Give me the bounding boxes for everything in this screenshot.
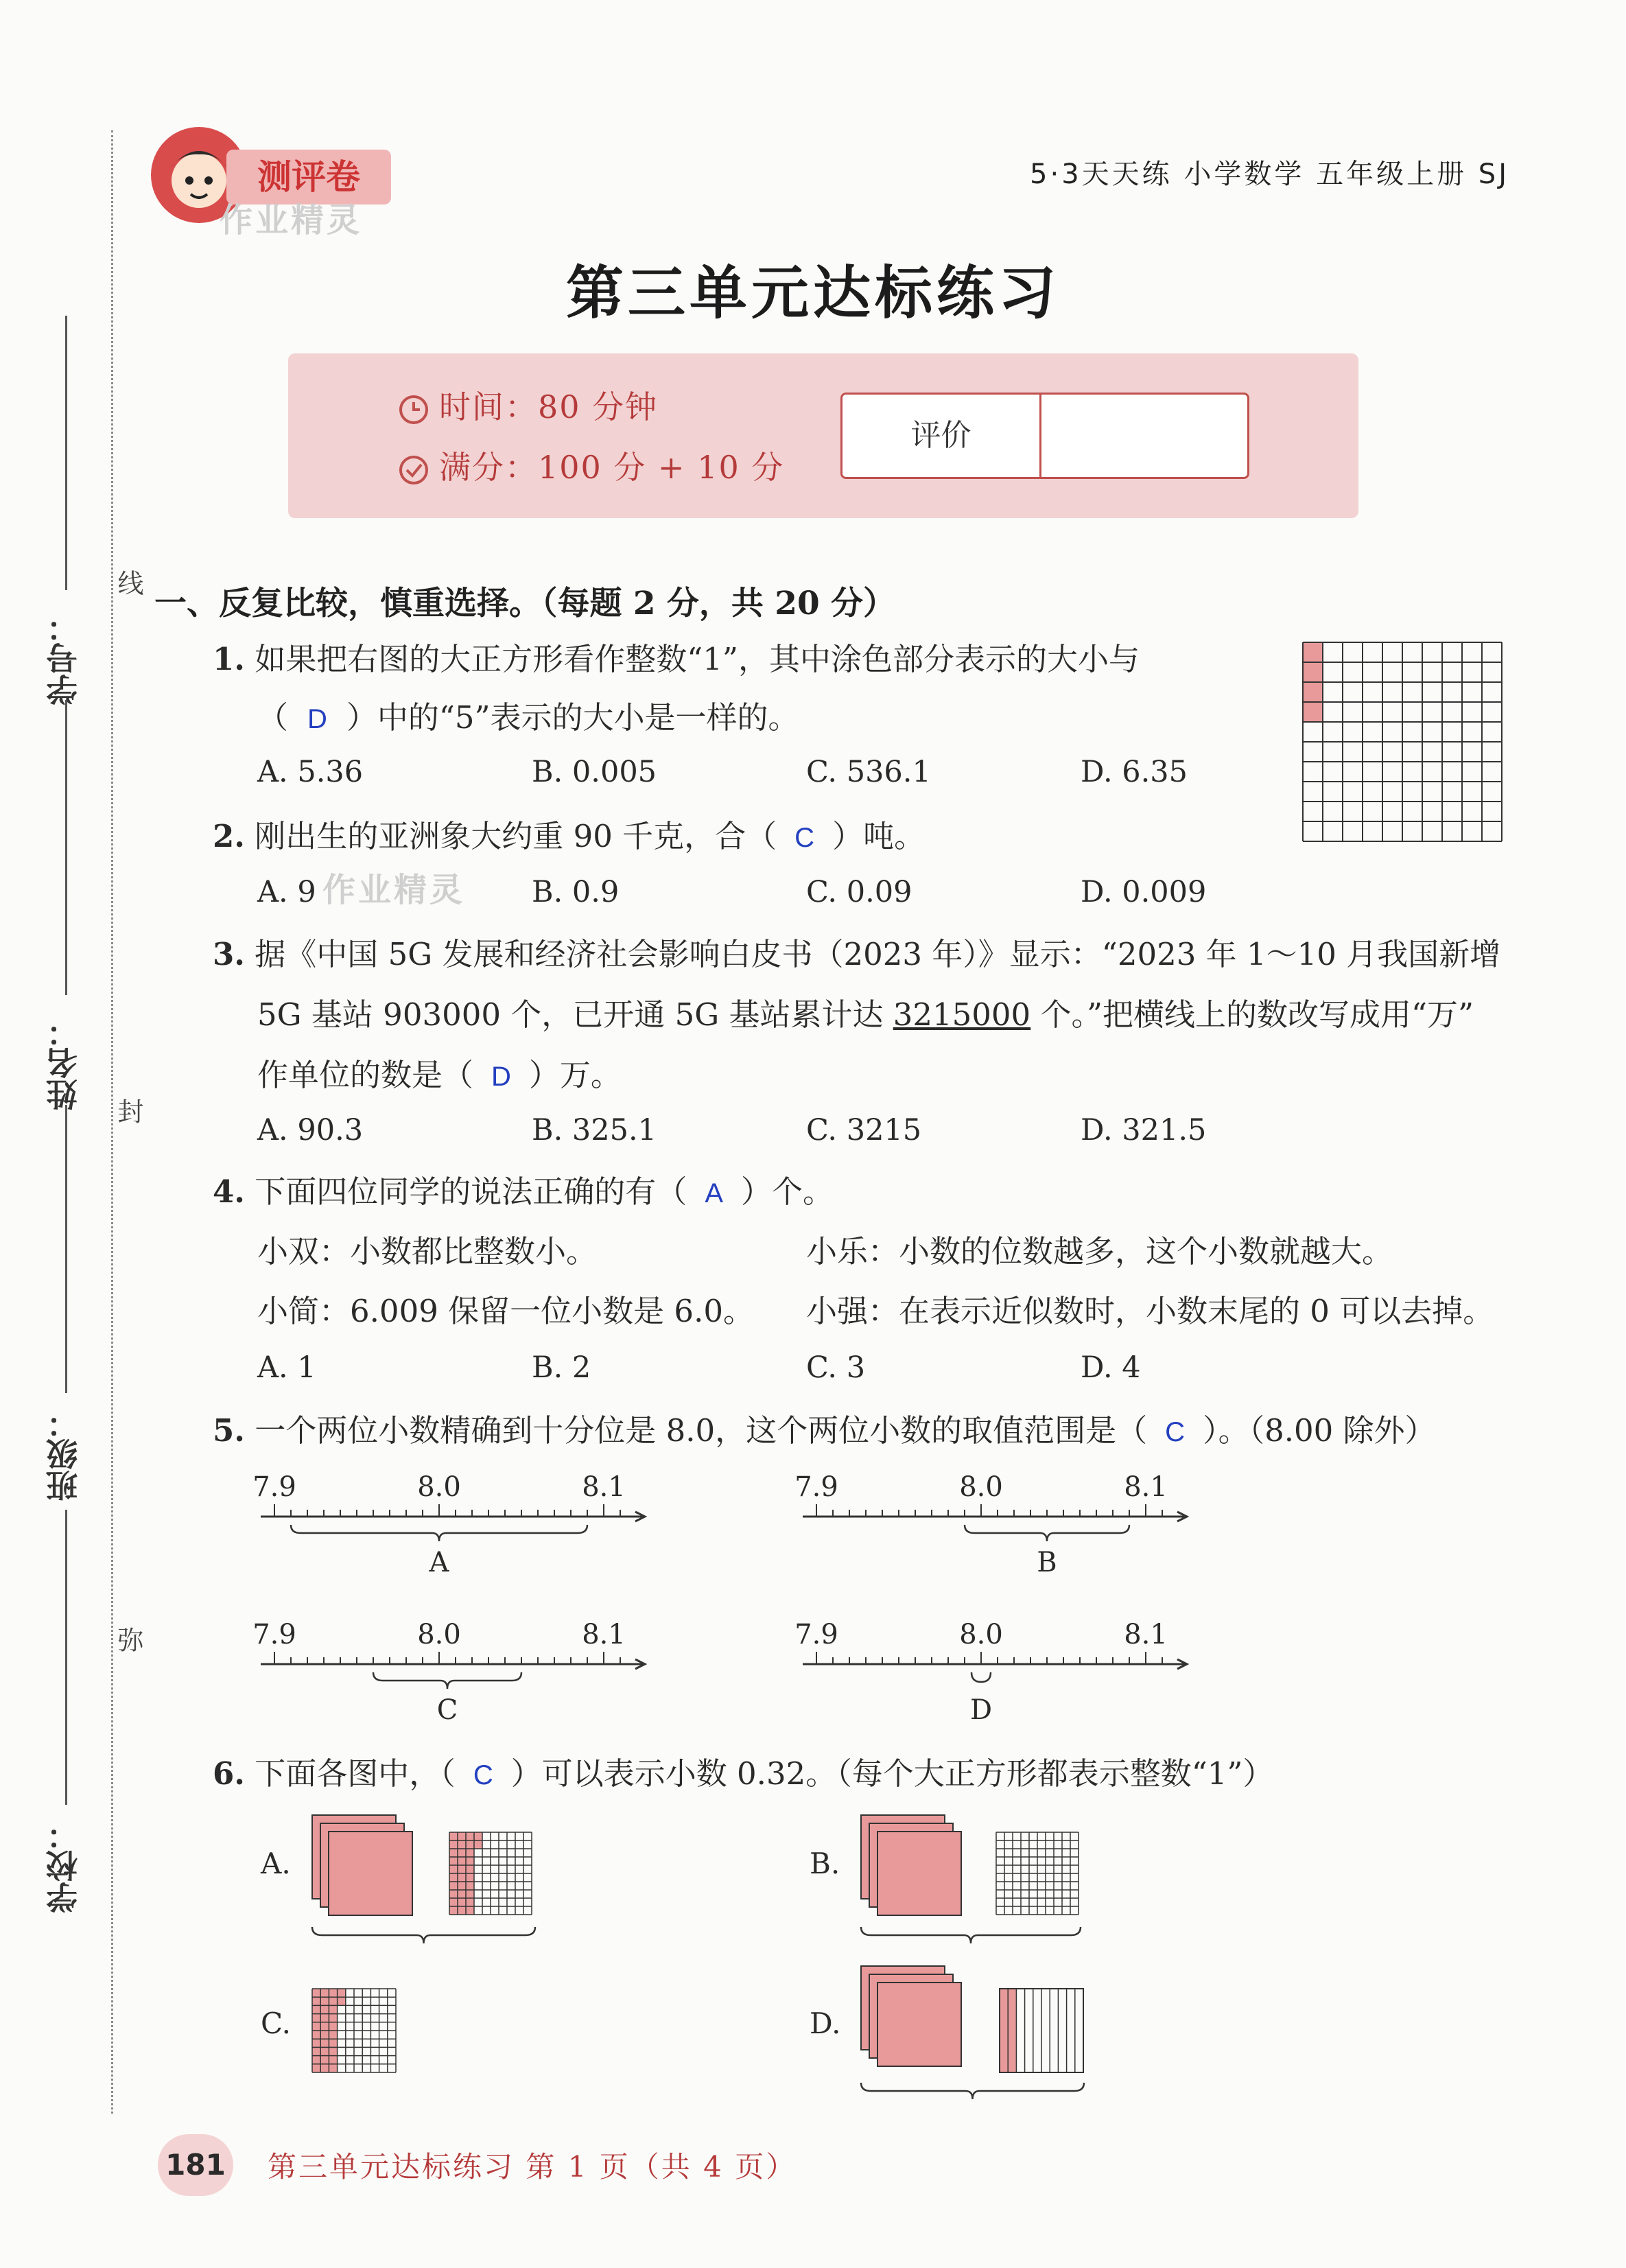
time-text: 时间：80 分钟 <box>439 388 659 425</box>
school-field[interactable] <box>65 1510 67 1805</box>
q1-option-b[interactable]: B. 0.005 <box>532 755 657 789</box>
q2-line <box>213 815 925 859</box>
q5-tick-label: 7.9 <box>794 1619 838 1650</box>
q6-option-label: B. <box>810 1847 840 1880</box>
q1-shaded-cell <box>1303 702 1323 722</box>
q1-line1 <box>213 638 1140 681</box>
q5-tick-label: 8.0 <box>417 1619 461 1650</box>
q6-brace <box>312 1927 535 1943</box>
q3-text-5: ）万。 <box>528 1057 622 1093</box>
q5-range-brace <box>373 1672 521 1689</box>
q6-text: 下面各图中，（ <box>255 1755 456 1792</box>
q2-option-c[interactable]: C. 0.09 <box>806 875 912 909</box>
q3-text-4: 作单位的数是（ <box>257 1057 474 1093</box>
q5-option-label: C <box>436 1694 458 1726</box>
q1-shaded-cell <box>1303 642 1323 662</box>
q5-tick-label: 7.9 <box>252 1471 296 1503</box>
q1-option-c[interactable]: C. 536.1 <box>806 755 931 789</box>
evaluation-label: 评价 <box>843 395 1041 477</box>
q5-tick-label: 8.1 <box>582 1471 626 1503</box>
q5-tick-label: 8.1 <box>1124 1471 1168 1503</box>
q4-option-c[interactable]: C. 3 <box>806 1351 866 1385</box>
q2-text: 刚出生的亚洲象大约重 90 千克，合（ <box>255 818 777 854</box>
q6-number: 6. <box>213 1755 245 1792</box>
q6-whole-square <box>877 1983 961 2066</box>
q3-text-3: 个。”把横线上的数改写成用“万” <box>1030 996 1474 1033</box>
q4-answer[interactable]: A <box>705 1178 723 1208</box>
q1-line2 <box>257 697 799 740</box>
class-field[interactable] <box>65 1105 67 1393</box>
name-field[interactable] <box>65 700 67 995</box>
q2-option-a[interactable]: A. 9 <box>257 875 316 909</box>
q2-text-2: ）吨。 <box>832 818 926 854</box>
q5-range-brace <box>965 1525 1129 1541</box>
q5-range-brace <box>291 1525 587 1541</box>
q4-text: 下面四位同学的说法正确的有（ <box>255 1173 687 1210</box>
q5-range-brace <box>971 1672 991 1682</box>
q6-figures <box>254 1812 1249 2107</box>
q4-statement-3: 小简：6.009 保留一位小数是 6.0。 <box>257 1293 754 1329</box>
q4-option-a[interactable]: A. 1 <box>257 1351 316 1385</box>
q6-shaded-strip <box>1008 1989 1016 2072</box>
q5-tick-label: 8.0 <box>417 1471 461 1503</box>
q6-line <box>213 1753 1273 1797</box>
series-header: 5·3天天练 小学数学 五年级上册 SJ <box>1030 159 1509 190</box>
test-badge: 测评卷 <box>226 150 391 204</box>
q3-line3 <box>257 1054 622 1098</box>
watermark-2: 作业精灵 <box>322 871 466 909</box>
q4-option-b[interactable]: B. 2 <box>532 1351 591 1385</box>
footer-text: 第三单元达标练习 第 1 页（共 4 页） <box>268 2150 797 2184</box>
q2-answer[interactable]: C <box>794 823 815 853</box>
time-row <box>398 382 658 428</box>
q5-tick-label: 7.9 <box>794 1471 838 1503</box>
q3-text-2: 5G 基站 903000 个，已开通 5G 基站累计达 <box>257 996 893 1033</box>
q5-tick-label: 8.0 <box>959 1619 1003 1650</box>
q5-text: 一个两位小数精确到十分位是 8.0，这个两位小数的取值范围是（ <box>255 1412 1148 1449</box>
q2-option-d[interactable]: D. 0.009 <box>1081 875 1207 909</box>
q5-tick-label: 8.1 <box>582 1619 626 1650</box>
q4-statement-4: 小强：在表示近似数时，小数末尾的 0 可以去掉。 <box>806 1293 1494 1329</box>
q6-whole-square <box>329 1832 412 1915</box>
class-label: 班级： <box>45 1407 82 1501</box>
q3-option-a[interactable]: A. 90.3 <box>257 1113 364 1147</box>
q6-shaded-cell <box>474 1840 482 1849</box>
q1-option-a[interactable]: A. 5.36 <box>257 755 364 789</box>
q5-number-lines <box>247 1465 1242 1726</box>
page-title: 第三单元达标练习 <box>565 259 1060 327</box>
evaluation-box <box>840 393 1249 479</box>
score-row <box>398 443 784 488</box>
q4-number: 4. <box>213 1173 245 1210</box>
q1-text: 如果把右图的大正方形看作整数“1”，其中涂色部分表示的大小与 <box>255 641 1140 677</box>
q6-option-label: C. <box>261 2007 291 2040</box>
q4-text-2: ）个。 <box>741 1173 834 1210</box>
q5-option-label: B <box>1037 1547 1057 1578</box>
q3-option-d[interactable]: D. 321.5 <box>1081 1113 1207 1147</box>
q3-number: 3. <box>213 936 245 972</box>
cut-mark-line: 线 <box>113 570 143 596</box>
q6-whole-square <box>877 1832 961 1915</box>
student-id-label: 学号： <box>45 611 82 705</box>
score-text: 满分：100 分 + 10 分 <box>439 449 785 486</box>
q1-number: 1. <box>213 641 245 677</box>
q6-text-2: ）可以表示小数 0.32。（每个大正方形都表示整数“1”） <box>510 1755 1274 1792</box>
q6-option-label: A. <box>261 1847 291 1880</box>
cut-mark-bind: 弥 <box>113 1626 143 1652</box>
q5-answer[interactable]: C <box>1165 1417 1186 1447</box>
q4-statement-1: 小双：小数都比整数小。 <box>257 1233 598 1270</box>
q3-option-c[interactable]: C. 3215 <box>806 1113 922 1147</box>
q4-option-d[interactable]: D. 4 <box>1081 1351 1141 1385</box>
q3-underlined-number: 3215000 <box>893 996 1031 1033</box>
q6-answer[interactable]: C <box>473 1760 493 1790</box>
q5-tick-label: 8.0 <box>959 1471 1003 1503</box>
q6-shaded-cell <box>338 1989 346 1997</box>
q5-tick-label: 8.1 <box>1124 1619 1168 1650</box>
q6-shaded-cell <box>338 1997 346 2005</box>
page-number: 181 <box>158 2134 233 2196</box>
q3-option-b[interactable]: B. 325.1 <box>532 1113 657 1147</box>
binding-strip <box>0 0 143 2268</box>
q1-option-d[interactable]: D. 6.35 <box>1081 755 1188 789</box>
q3-answer[interactable]: D <box>491 1062 511 1092</box>
section-1-title: 一、反复比较，慎重选择。（每题 2 分，共 20 分） <box>154 585 896 622</box>
q5-tick-label: 7.9 <box>252 1619 296 1650</box>
q1-shaded-cell <box>1303 682 1323 702</box>
q4-statement-2: 小乐：小数的位数越多，这个小数就越大。 <box>806 1233 1393 1270</box>
q3-line2 <box>257 994 1474 1036</box>
clock-icon <box>398 394 429 425</box>
q1-shaded-cell <box>1303 662 1323 682</box>
q5-number: 5. <box>213 1412 245 1449</box>
q2-number: 2. <box>213 818 245 854</box>
q5-option-label: D <box>969 1694 993 1726</box>
q6-brace <box>861 1927 1081 1943</box>
school-label: 学校： <box>45 1819 82 1913</box>
name-label: 姓名： <box>45 1016 82 1110</box>
q1-hundred-grid <box>1300 640 1506 845</box>
q6-shaded-cell <box>474 1832 482 1840</box>
q6-shaded-strip <box>1000 1989 1008 2072</box>
q5-text-2: ）。（8.00 除外） <box>1203 1412 1436 1449</box>
q5-line <box>213 1410 1436 1453</box>
cut-mark-seal: 封 <box>113 1098 143 1124</box>
evaluation-field[interactable] <box>1041 395 1245 477</box>
q6-option-label: D. <box>810 2007 841 2040</box>
q1-text-2: ）中的“5”表示的大小是一样的。 <box>346 699 799 736</box>
q4-line <box>213 1171 834 1215</box>
q3-line1 <box>213 933 1500 976</box>
check-circle-icon <box>398 454 429 486</box>
q3-text: 据《中国 5G 发展和经济社会影响白皮书（2023 年）》显示：“2023 年 1～10 月我国新增 <box>255 936 1501 972</box>
watermark: 作业精灵 <box>220 201 363 239</box>
q1-answer[interactable]: D <box>307 704 327 734</box>
q6-brace <box>861 2083 1084 2099</box>
student-id-field[interactable] <box>65 316 67 590</box>
q1-bracket-open: （ <box>257 699 289 736</box>
q5-option-label: A <box>429 1547 449 1578</box>
q2-option-b[interactable]: B. 0.9 <box>532 875 620 909</box>
